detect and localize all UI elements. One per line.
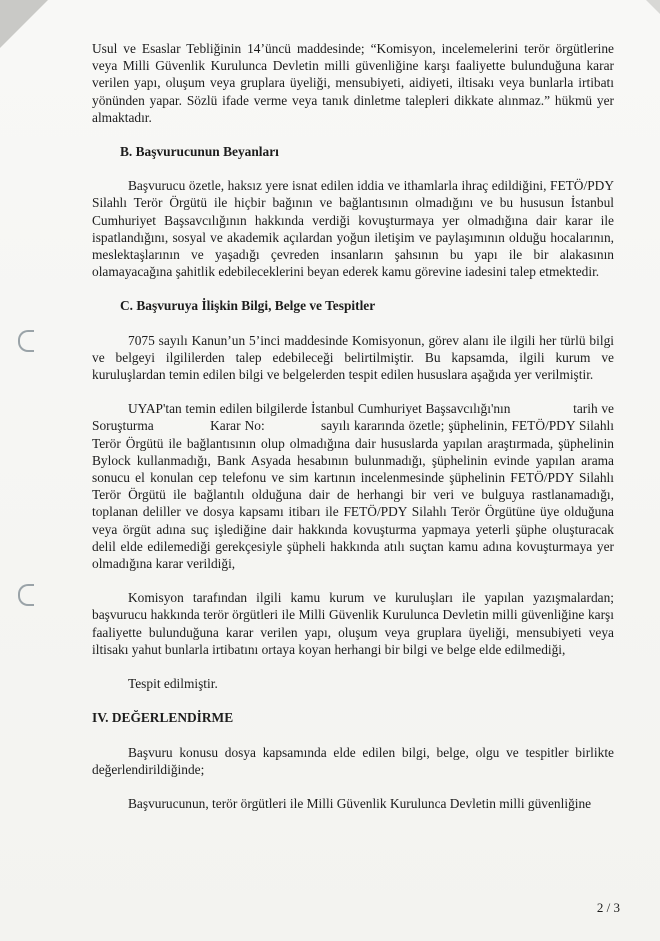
paragraph-tespit: Tespit edilmiştir. <box>128 676 218 692</box>
paragraph-uyap-bilgileri: UYAP'tan temin edilen bilgilerde İstanbul Cumhuriyet Başsavcılığı'nın tarih ve Soruşturma Karar No: sayılı kararında özetle; şüphelinin, FETÖ/PDY Silahlı Terör Örgütü ile bağlantısının olup olmadığına dair hususlarda yapılan araştırmada, şüphelinin Bylock kullanmadığı, Bank Asyada hesabının bulunmadığı, şüphelinin evinde yapılan arama sonucu el konulan cep telefonu ve sim kartının incelenmesinde şüphelinin FETÖ/PDY Silahlı Terör Örgütü ile bağlantılı olduğuna dair de herhangi bir veri ve bulguya rastlanamadığı, toplanan deliller ve dosya kapsamı itibarı ile FETÖ/PDY Silahlı Terör Örgütüne üye olduğuna veya örgüt adına suç işlediğine dair hakkında kovuşturma yapmaya yeterli şüphe oluşturacak delil elde edilemediği gerekçesiyle şüpheli hakkında atılı suçtan kamu adına kovuşturmaya yer olmadığına karar verildiği, <box>92 401 618 572</box>
paragraph-basvurucu-ozet: Başvurucu özetle, haksız yere isnat edilen iddia ve ithamlarla ihraç edildiğini, FETÖ/PDY Silahlı Terör Örgütü ile hiçbir bağının ve bağlantısının olmadığını ve bu hususun İstanbul Cumhuriyet Başsavcılığının hakkında verdiği kovuşturmaya yer olmadığına dair karar ile ispatlandığını, sosyal ve akademik açılardan yoğun iletişim ve paylaşımının olduğu hocalarının, meslektaşlarının ve yaşadığı çevreden insanların şahsının bu yapı ile bir alakasının olamayacağına şahitlik edebileceklerini beyan ederek kamu görevine iadesini talep etmektedir. <box>92 178 614 280</box>
paragraph-komisyon-yazismalar: Komisyon tarafından ilgili kamu kurum ve kuruluşları ile yapılan yazışmalardan; başvurucu hakkında terör örgütleri ile Milli Güvenlik Kurulunca Devletin milli güvenliğine karşı faaliyette bulunduğuna karar verilen yapı, oluşum veya gruplara üyeliği, mensubiyeti veya iltisakı yahut bunlarla irtibatını ortaya koyan herhangi bir bilgi ve belge elde edilmediği, <box>92 590 614 657</box>
heading-degerlendirme: IV. DEĞERLENDİRME <box>92 710 234 726</box>
document-body <box>92 40 618 812</box>
heading-basvurucu-beyanlari: B. Başvurucunun Beyanları <box>120 144 279 160</box>
paragraph-degerlendirme-giris: Başvuru konusu dosya kapsamında elde edilen bilgi, belge, olgu ve tespitler birlikte değerlendirildiğinde; <box>92 744 614 777</box>
heading-bilgi-belge-tespitler: C. Başvuruya İlişkin Bilgi, Belge ve Tespitler <box>120 298 376 314</box>
paragraph-kanun-7075: 7075 sayılı Kanun’un 5’inci maddesinde Komisyonun, görev alanı ile ilgili her türlü bilgi ve belgeyi ilgililerden talep edebileceği belirtilmiştir. Bu kapsamda, ilgili kurum ve kuruluşlardan temin edilen bilgi ve belgelerden tespit edilen hususlara aşağıda yer verilmiştir. <box>92 332 614 383</box>
folded-corner-right <box>646 0 660 14</box>
page-number: 2 / 3 <box>596 900 620 915</box>
folded-corner <box>0 0 48 48</box>
punch-hole-mark <box>18 584 34 606</box>
paragraph-basvurucu-devam: Başvurucunun, terör örgütleri ile Milli Güvenlik Kurulunca Devletin milli güvenliğine <box>128 795 592 811</box>
punch-hole-mark <box>18 330 34 352</box>
paragraph-usul-esaslar: Usul ve Esaslar Tebliğinin 14’üncü maddesinde; “Komisyon, incelemelerini terör örgütlerine veya Milli Güvenlik Kurulunca Devletin milli güvenliğine karşı faaliyette bulunduğuna karar verilen yapı, oluşum veya gruplara üyeliği, mensubiyeti, aidiyeti, iltisakı veya bunlarla irtibatı yönünden yapar. Sözlü ifade verme veya tanık dinletme talepleri dikkate alınmaz.” hükmü yer almaktadır. <box>92 41 614 125</box>
